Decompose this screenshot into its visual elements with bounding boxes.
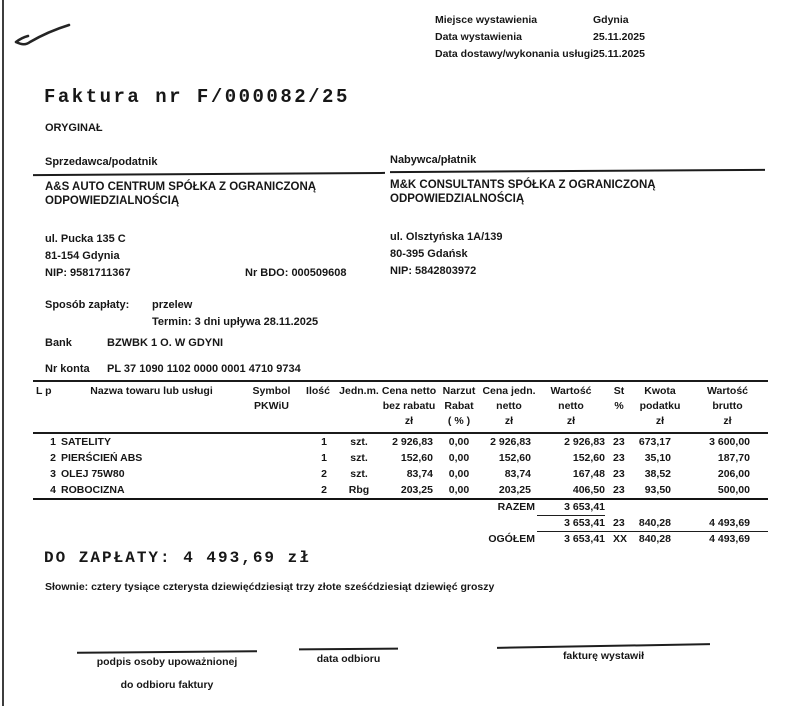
subtotal-gross: 4 493,69	[687, 516, 768, 532]
table-row: 1 SATELITY 1 szt. 2 926,83 0,00 2 926,83 2 926,83 23 673,17 3 600,00	[50, 436, 750, 448]
amount-due: DO ZAPŁATY: 4 493,69 zł	[44, 549, 311, 567]
invoice-title: Faktura nr F/000082/25	[44, 86, 350, 108]
seller-rule	[33, 172, 385, 176]
items-table-totals	[33, 499, 768, 547]
header-lp: L p	[36, 385, 52, 397]
buyer-rule	[390, 169, 765, 173]
items-table-header	[33, 381, 768, 433]
seller-bdo: Nr BDO: 000509608	[245, 267, 347, 279]
totals-ogolem-row	[33, 532, 768, 548]
totals-subtotal-row	[33, 516, 768, 532]
signature-left-label2: do odbioru faktury	[120, 679, 214, 691]
issue-date-row	[435, 29, 645, 46]
signature-line-right	[497, 643, 710, 649]
seller-city: 81-154 Gdynia	[45, 250, 120, 262]
bank-label: Bank	[45, 337, 72, 349]
issue-info-block	[435, 12, 645, 63]
subtotal-net: 3 653,41	[537, 516, 605, 532]
ogolem-tax: 840,28	[638, 533, 671, 545]
buyer-name	[390, 178, 730, 206]
ogolem-vat: XX	[613, 533, 628, 545]
buyer-address	[390, 229, 503, 280]
header-price: Cena netto bez rabatu zł	[381, 385, 437, 427]
items-table-body	[33, 433, 768, 499]
seller-name	[45, 180, 375, 208]
header-vat: St %	[613, 385, 625, 412]
seller-street: ul. Pucka 135 C	[45, 233, 126, 245]
header-qty: Ilość	[306, 385, 330, 397]
seller-name-line2: ODPOWIEDZIALNOŚCIĄ	[45, 195, 180, 207]
ogolem-gross: 4 493,69	[709, 533, 750, 545]
issue-place-value: Gdynia	[593, 14, 629, 26]
header-discount: Narzut Rabat ( % )	[442, 385, 476, 427]
buyer-nip: NIP: 5842803972	[390, 265, 477, 277]
copy-type-label: ORYGINAŁ	[45, 122, 103, 134]
buyer-city: 80-395 Gdańsk	[390, 248, 468, 260]
issue-place-row	[435, 12, 645, 29]
totals-razem-row	[33, 499, 768, 516]
signature-line-middle	[299, 648, 398, 651]
buyer-name-line2: ODPOWIEDZIALNOŚCIĄ	[390, 193, 525, 205]
header-gross: Wartość brutto zł	[706, 385, 749, 427]
issue-date-label: Data wystawienia	[435, 31, 522, 43]
signature-line-left	[77, 650, 257, 654]
header-net: Wartość netto zł	[550, 385, 592, 427]
ogolem-label: OGÓŁEM	[488, 532, 535, 545]
header-unit-net: Cena jedn. netto zł	[482, 385, 536, 427]
account-label: Nr konta	[45, 363, 90, 375]
razem-net: 3 653,41	[537, 499, 605, 516]
items-table	[33, 380, 768, 547]
buyer-street: ul. Olsztyńska 1A/139	[390, 231, 503, 243]
signature-middle-label: data odbioru	[316, 653, 381, 665]
buyer-name-line1: M&K CONSULTANTS SPÓŁKA Z OGRANICZONĄ	[390, 179, 656, 191]
scan-edge-artifact	[2, 0, 4, 706]
signature-right-label: fakturę wystawił	[562, 650, 645, 662]
table-row: 3 OLEJ 75W80 2 szt. 83,74 0,00 83,74 167,48 23 38,52 206,00	[50, 468, 750, 480]
header-tax: Kwota podatku zł	[639, 385, 681, 427]
subtotal-vat: 23	[605, 516, 633, 532]
razem-label: RAZEM	[497, 501, 535, 514]
issue-date-value: 25.11.2025	[593, 31, 645, 43]
buyer-section-label: Nabywca/płatnik	[390, 154, 477, 166]
table-row: 4 ROBOCIZNA 2 Rbg 203,25 0,00 203,25 406,50 23 93,50 500,00	[33, 482, 768, 499]
seller-name-line1: A&S AUTO CENTRUM SPÓŁKA Z OGRANICZONĄ	[45, 181, 317, 193]
table-row: 2 PIERŚCIEŃ ABS 1 szt. 152,60 0,00 152,60 152,60 23 35,10 187,70	[50, 452, 750, 464]
payment-method-value: przelew	[152, 299, 193, 311]
account-value: PL 37 1090 1102 0000 0001 4710 9734	[107, 363, 301, 375]
delivery-date-row	[435, 46, 645, 63]
payment-method-label: Sposób zapłaty:	[45, 299, 130, 311]
ogolem-net: 3 653,41	[564, 533, 605, 545]
seller-address	[45, 231, 131, 282]
seller-section-label: Sprzedawca/podatnik	[45, 156, 158, 168]
subtotal-tax: 840,28	[633, 516, 687, 532]
issue-place-label: Miejsce wystawienia	[435, 14, 538, 26]
payment-term: Termin: 3 dni upływa 28.11.2025	[152, 316, 319, 328]
handwritten-pen-mark	[14, 20, 72, 46]
signature-left-label1: podpis osoby upoważnionej	[96, 656, 238, 668]
bank-value: BZWBK 1 O. W GDYNI	[107, 337, 224, 349]
header-pkwiu: Symbol PKWiU	[252, 385, 291, 412]
amount-in-words: Słownie: cztery tysiące czterysta dziewięćdziesiąt trzy złote sześćdziesiąt dziewięć groszy	[45, 581, 495, 593]
delivery-date-value: 25.11.2025	[593, 48, 645, 60]
seller-nip: NIP: 9581711367	[45, 267, 131, 279]
header-name: Nazwa towaru lub usługi	[90, 385, 213, 397]
delivery-date-label: Data dostawy/wykonania usługi	[435, 48, 594, 60]
header-unit: Jedn.m.	[339, 385, 379, 397]
